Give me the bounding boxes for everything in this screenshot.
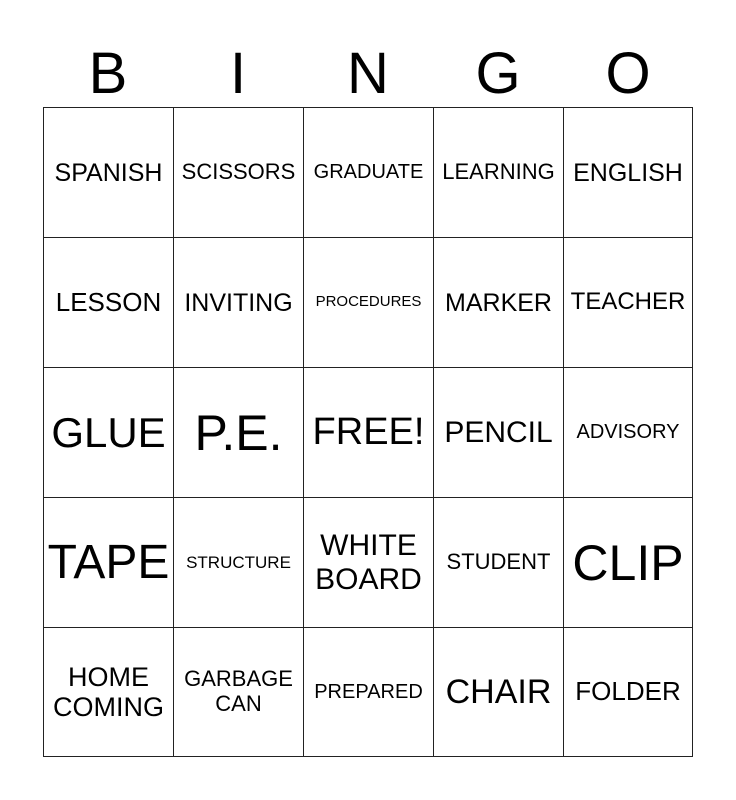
- header-letter-b: B: [88, 41, 128, 106]
- bingo-cell-label: CHAIR: [445, 672, 552, 711]
- bingo-cell-label: INVITING: [184, 288, 293, 317]
- bingo-cell-label: LEARNING: [442, 159, 555, 185]
- bingo-cell-label: TEACHER: [570, 288, 686, 316]
- bingo-cell-label: FREE!: [312, 411, 425, 454]
- bingo-cell-label: CLIP: [572, 534, 684, 591]
- bingo-cell[interactable]: [563, 627, 693, 757]
- bingo-cell[interactable]: [43, 627, 173, 757]
- bingo-cell[interactable]: [433, 497, 563, 627]
- bingo-cell[interactable]: [173, 237, 303, 367]
- bingo-cell-label: WHITE BOARD: [315, 528, 422, 596]
- bingo-cell[interactable]: [563, 367, 693, 497]
- bingo-cell-label: GARBAGE CAN: [184, 666, 293, 716]
- bingo-cell[interactable]: [433, 237, 563, 367]
- bingo-cell-label: STRUCTURE: [186, 552, 291, 572]
- bingo-cell-label: MARKER: [445, 288, 552, 317]
- bingo-cell[interactable]: [563, 107, 693, 237]
- bingo-cell[interactable]: [563, 237, 693, 367]
- bingo-cell[interactable]: [43, 107, 173, 237]
- bingo-cell-label: P.E.: [194, 404, 283, 461]
- bingo-cell-label: ADVISORY: [576, 421, 680, 444]
- header-letter-o: O: [605, 41, 651, 106]
- bingo-cell-label: PROCEDURES: [315, 293, 422, 311]
- bingo-cell[interactable]: [433, 107, 563, 237]
- bingo-cell[interactable]: [433, 367, 563, 497]
- bingo-card-grid: [43, 107, 693, 757]
- bingo-cell-label: HOME COMING: [53, 661, 164, 722]
- bingo-cell[interactable]: [303, 367, 433, 497]
- bingo-cell-label: PREPARED: [314, 680, 423, 703]
- bingo-cell[interactable]: [433, 627, 563, 757]
- header-letter-i: I: [229, 41, 247, 106]
- bingo-cell[interactable]: [303, 497, 433, 627]
- bingo-cell-label: LESSON: [55, 286, 162, 317]
- bingo-cell[interactable]: [173, 107, 303, 237]
- bingo-cell[interactable]: [303, 107, 433, 237]
- header-letter-g: G: [475, 41, 521, 106]
- bingo-cell-label: FOLDER: [575, 676, 681, 707]
- bingo-cell[interactable]: [173, 367, 303, 497]
- bingo-cell-label: TAPE: [47, 535, 170, 589]
- bingo-cell-label: SCISSORS: [181, 159, 296, 185]
- bingo-cell-label: STUDENT: [446, 549, 551, 575]
- bingo-cell[interactable]: [43, 497, 173, 627]
- bingo-cell[interactable]: [43, 367, 173, 497]
- bingo-cell-label: SPANISH: [54, 158, 163, 187]
- bingo-cell-label: GRADUATE: [313, 161, 424, 184]
- bingo-cell[interactable]: [563, 497, 693, 627]
- bingo-cell-label: PENCIL: [444, 415, 553, 449]
- bingo-header: [43, 40, 693, 108]
- bingo-cell[interactable]: [43, 237, 173, 367]
- bingo-cell[interactable]: [173, 627, 303, 757]
- bingo-cell[interactable]: [173, 497, 303, 627]
- bingo-cell[interactable]: [303, 237, 433, 367]
- bingo-cell[interactable]: [303, 627, 433, 757]
- bingo-cell-label: ENGLISH: [573, 158, 683, 187]
- bingo-cell-label: GLUE: [51, 408, 166, 456]
- header-letter-n: N: [347, 41, 389, 106]
